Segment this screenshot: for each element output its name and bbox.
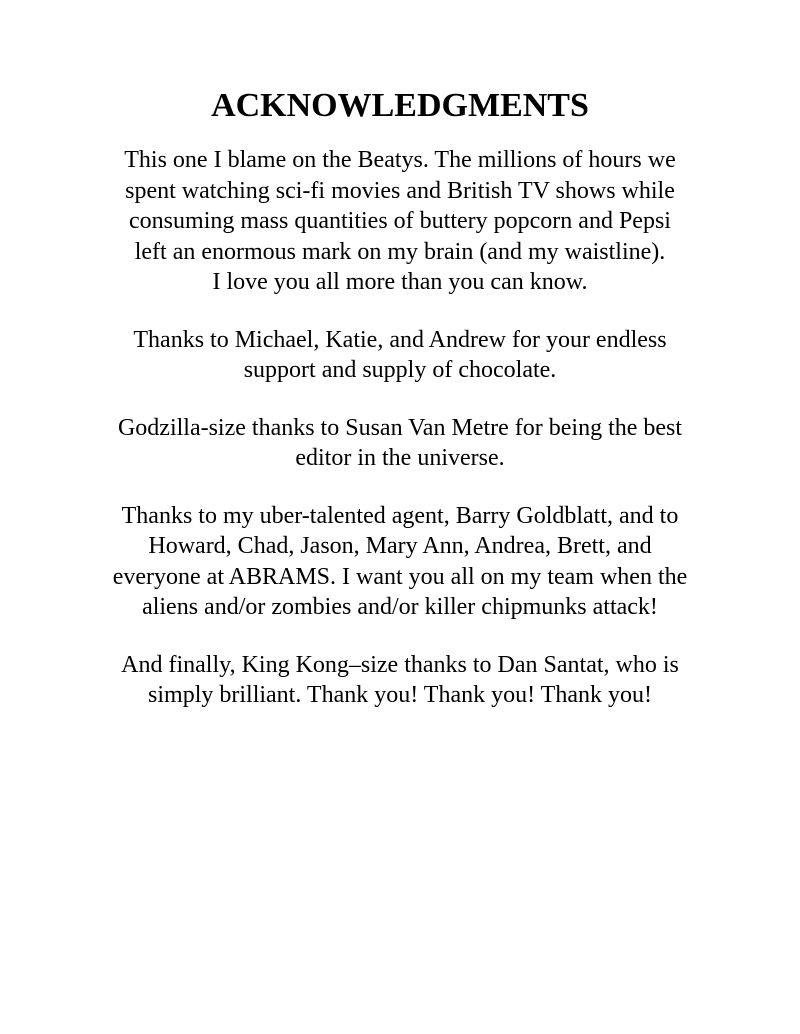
text-line: spent watching sci-fi movies and British TV shows while bbox=[125, 177, 675, 204]
text-line: editor in the universe. bbox=[295, 445, 505, 471]
paragraph-agent bbox=[60, 501, 740, 623]
text-line: simply brilliant. Thank you! Thank you! Thank you! bbox=[148, 682, 652, 708]
text-line: Howard, Chad, Jason, Mary Ann, Andrea, Brett, and bbox=[148, 533, 652, 559]
text-line: support and supply of chocolate. bbox=[243, 357, 557, 383]
text-line: I love you all more than you can know. bbox=[212, 269, 588, 295]
text-line: This one I blame on the Beatys. The millions of hours we bbox=[124, 147, 676, 173]
paragraph-illustrator bbox=[60, 650, 740, 711]
text-line: And finally, King Kong–size thanks to Dan Santat, who is bbox=[121, 651, 679, 678]
paragraph-beatys bbox=[60, 145, 740, 298]
text-line: aliens and/or zombies and/or killer chipmunks attack! bbox=[142, 594, 658, 620]
acknowledgments-body bbox=[60, 145, 740, 738]
text-line: Thanks to my uber-talented agent, Barry Goldblatt, and to bbox=[121, 502, 679, 529]
page-title: ACKNOWLEDGMENTS bbox=[211, 87, 589, 124]
text-line: left an enormous mark on my brain (and my waistline). bbox=[134, 238, 666, 265]
text-line: Godzilla-size thanks to Susan Van Metre for being the best bbox=[117, 414, 683, 441]
paragraph-family bbox=[60, 325, 740, 386]
text-line: Thanks to Michael, Katie, and Andrew for your endless bbox=[133, 326, 667, 353]
text-line: consuming mass quantities of buttery popcorn and Pepsi bbox=[129, 208, 671, 234]
text-line: everyone at ABRAMS. I want you all on my team when the bbox=[112, 563, 688, 590]
paragraph-editor bbox=[60, 413, 740, 474]
